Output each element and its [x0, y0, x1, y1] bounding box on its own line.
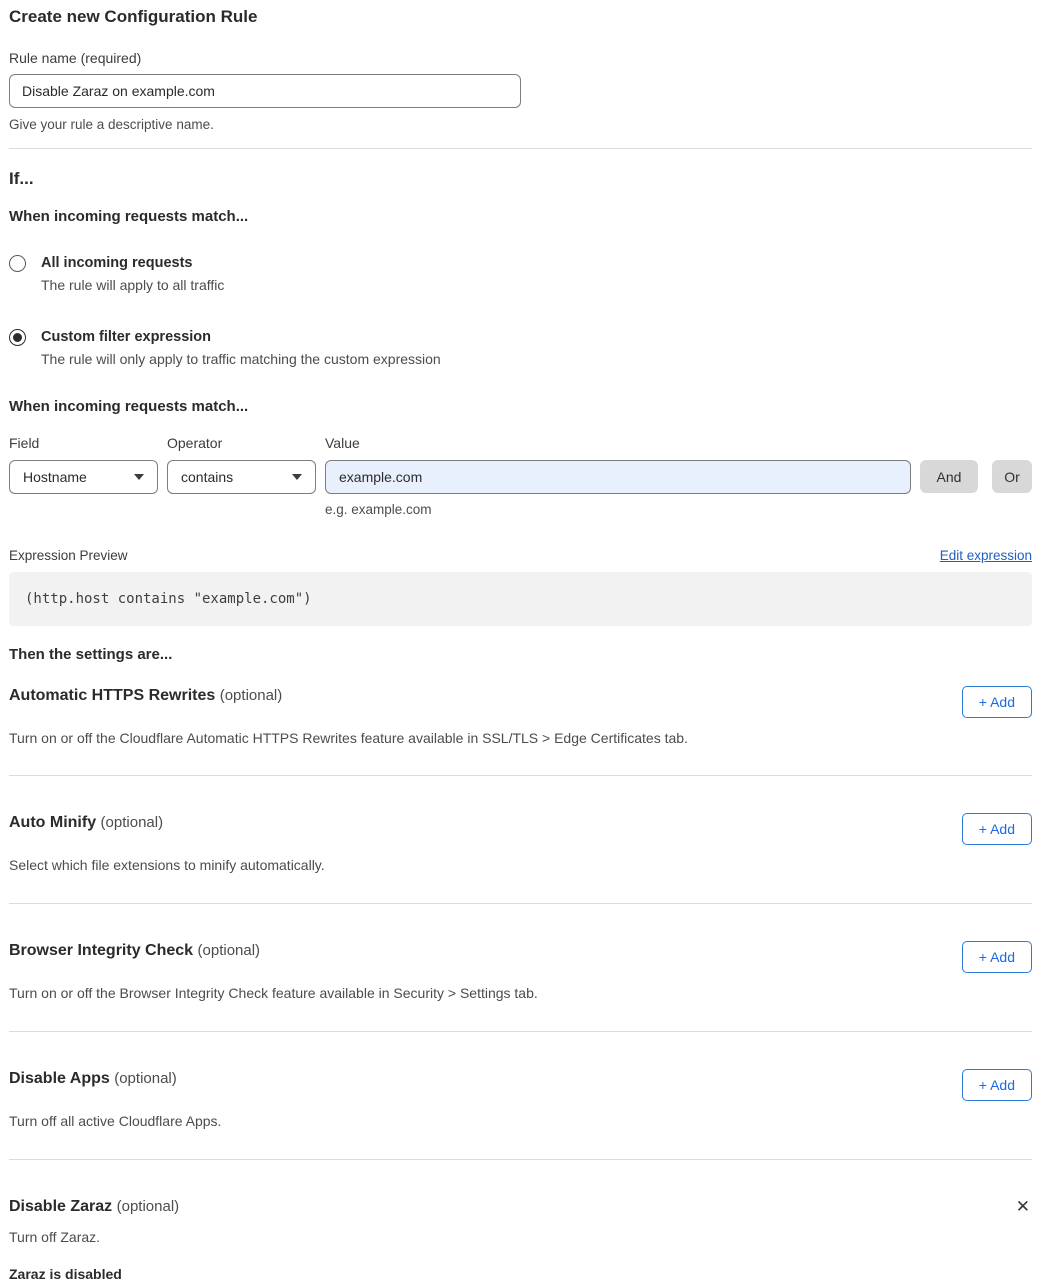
setting-description: Turn on or off the Browser Integrity Check feature available in Security > Settings tab. [9, 985, 538, 1001]
rule-name-label: Rule name (required) [9, 50, 142, 66]
add-button[interactable]: + Add [962, 813, 1032, 845]
zaraz-status-text: Zaraz is disabled [9, 1266, 122, 1282]
setting-description: Turn on or off the Cloudflare Automatic HTTPS Rewrites feature available in SSL/TLS > Edge Certificates tab. [9, 730, 688, 746]
radio-unchecked-icon[interactable] [9, 255, 26, 272]
setting-disable-apps [9, 1032, 1032, 1160]
radio-description: The rule will only apply to traffic matching the custom expression [41, 351, 441, 367]
builder-heading: When incoming requests match... [9, 398, 249, 415]
rule-name-help: Give your rule a descriptive name. [9, 117, 214, 132]
setting-description: Select which file extensions to minify automatically. [9, 857, 325, 873]
field-label: Field [9, 435, 40, 451]
rule-name-input[interactable] [9, 74, 521, 108]
optional-suffix: (optional) [114, 1070, 177, 1087]
optional-suffix: (optional) [116, 1198, 180, 1215]
optional-suffix: (optional) [219, 687, 283, 704]
and-button[interactable]: And [920, 460, 978, 493]
add-button[interactable]: + Add [962, 941, 1032, 973]
operator-label: Operator [167, 435, 223, 451]
settings-heading: Then the settings are... [9, 646, 173, 663]
page-title: Create new Configuration Rule [9, 7, 258, 26]
chevron-down-icon [292, 474, 302, 480]
match-heading: When incoming requests match... [9, 208, 249, 225]
edit-expression-link[interactable]: Edit expression [939, 548, 1032, 563]
setting-title: Disable Zaraz (optional) [9, 1198, 180, 1215]
add-button[interactable]: + Add [962, 686, 1032, 718]
chevron-down-icon [134, 474, 144, 480]
section-divider [9, 148, 1032, 149]
optional-suffix: (optional) [197, 942, 261, 959]
radio-option-custom-filter[interactable] [9, 328, 1032, 368]
radio-label: All incoming requests [41, 255, 193, 271]
expression-preview-label: Expression Preview [9, 548, 128, 563]
add-button[interactable]: + Add [962, 1069, 1032, 1101]
value-input[interactable] [325, 460, 911, 494]
field-select[interactable] [9, 460, 158, 494]
expression-builder-row [9, 435, 1032, 518]
if-heading: If... [9, 169, 34, 188]
radio-option-all-incoming[interactable] [9, 254, 1032, 294]
optional-suffix: (optional) [100, 814, 164, 831]
setting-title: Disable Apps (optional) [9, 1070, 177, 1087]
setting-title: Browser Integrity Check (optional) [9, 942, 261, 959]
setting-title: Automatic HTTPS Rewrites (optional) [9, 687, 283, 704]
close-icon[interactable]: ✕ [1015, 1197, 1030, 1216]
setting-title: Auto Minify (optional) [9, 814, 164, 831]
setting-auto-minify [9, 776, 1032, 904]
expression-preview-box [9, 572, 1032, 626]
expression-preview-header [9, 548, 1032, 563]
setting-automatic-https-rewrites [9, 664, 1032, 776]
setting-disable-zaraz [9, 1160, 1032, 1283]
radio-checked-icon[interactable] [9, 329, 26, 346]
operator-select-value: contains [181, 469, 234, 485]
setting-browser-integrity-check [9, 904, 1032, 1032]
radio-description: The rule will apply to all traffic [41, 277, 225, 293]
operator-select[interactable] [167, 460, 316, 494]
value-help: e.g. example.com [325, 502, 432, 517]
or-button[interactable]: Or [992, 460, 1032, 493]
setting-description: Turn off all active Cloudflare Apps. [9, 1113, 222, 1129]
setting-description: Turn off Zaraz. [9, 1229, 101, 1245]
value-label: Value [325, 435, 360, 451]
radio-label: Custom filter expression [41, 329, 212, 345]
expression-preview-text: (http.host contains "example.com") [25, 591, 312, 607]
field-select-value: Hostname [23, 469, 87, 485]
